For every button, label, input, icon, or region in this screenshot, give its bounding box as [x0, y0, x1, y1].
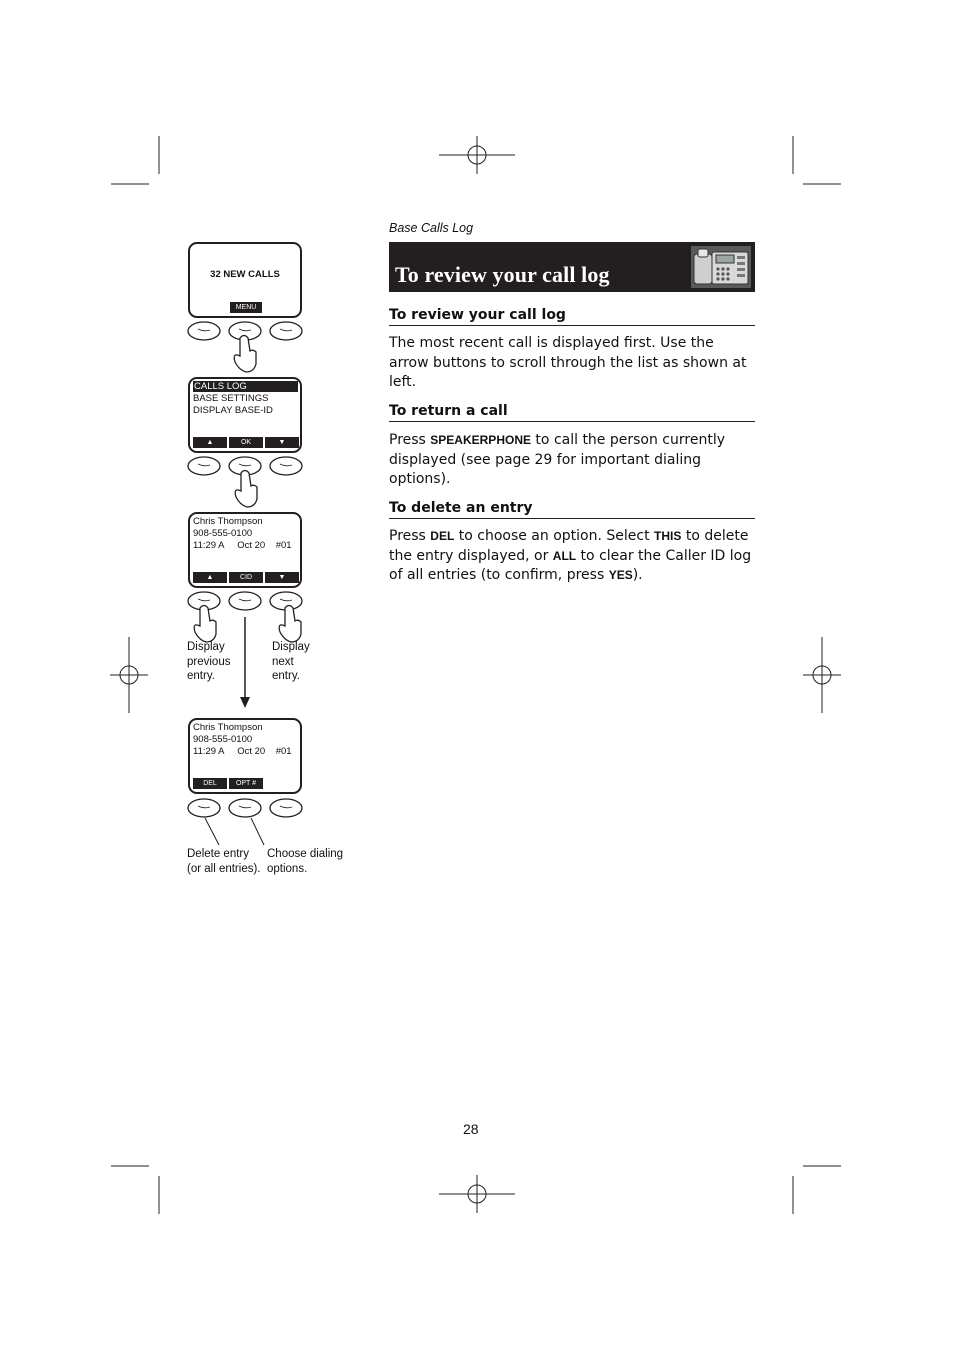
soft-button-center[interactable] [229, 592, 261, 610]
down-arrow-icon[interactable]: ▼ [265, 437, 299, 448]
caller-name: Chris Thompson [193, 722, 263, 733]
pointing-hand-icon [194, 606, 216, 643]
caller-time-date: 11:29 A Oct 20 #01 [193, 746, 292, 757]
soft-button-left[interactable] [188, 322, 220, 340]
down-arrow-icon [240, 617, 250, 708]
key-name: SPEAKERPHONE [430, 433, 531, 447]
softkey-opt[interactable]: OPT # [229, 778, 263, 789]
soft-button-right[interactable] [270, 457, 302, 475]
body-text-run: to call the person currently displayed (see page 29 for important dialing options). [389, 432, 725, 487]
caller-number: 908-555-0100 [193, 734, 253, 745]
callout-line [205, 818, 219, 845]
callout-line [251, 818, 264, 845]
body-text-run: to choose an option. Select [454, 528, 655, 544]
soft-button-center[interactable] [229, 799, 261, 817]
menu-item-base-settings[interactable]: BASE SETTINGS [193, 393, 269, 404]
menu-item-calls-log[interactable]: CALLS LOG [193, 381, 298, 392]
caller-number: 908-555-0100 [193, 528, 253, 539]
page-title: To review your call log [395, 262, 610, 287]
softkey-cid[interactable]: CID [229, 572, 263, 583]
body-text-run: to clear the Caller ID log of all entries (to confirm, press [389, 547, 752, 583]
softkey-del[interactable]: DEL [193, 778, 227, 789]
soft-button-left[interactable] [188, 457, 220, 475]
body-text-run: to delete the entry displayed, or [389, 528, 749, 564]
section-heading-return: To return a call [389, 403, 755, 422]
section-heading-delete: To delete an entry [389, 500, 755, 519]
body-text-run: Press [389, 432, 431, 448]
down-arrow-icon[interactable]: ▼ [265, 572, 299, 583]
body-text-run: The most recent call is displayed first. Use the arrow buttons to scroll through the list as shown at left. [389, 335, 747, 390]
pointing-hand-icon [235, 471, 257, 508]
key-name: ALL [552, 548, 577, 563]
section-tag: Base Calls Log [389, 221, 474, 235]
soft-button-left[interactable] [188, 799, 220, 817]
menu-item-display-base-id[interactable]: DISPLAY BASE-ID [193, 405, 273, 416]
section-heading-review: To review your call log [389, 307, 755, 326]
caption-dialing-options: Choose dialing options. [267, 848, 344, 875]
body-text-run: Press [389, 528, 431, 544]
up-arrow-icon[interactable]: ▲ [193, 437, 227, 448]
caller-name: Chris Thompson [193, 516, 263, 527]
body-text-run: ). [632, 567, 643, 583]
caption-display-next: Display next entry. [272, 641, 310, 682]
page-number: 28 [463, 1121, 479, 1137]
caption-delete-entry: Delete entry (or all entries). [187, 848, 261, 875]
key-name: THIS [654, 529, 682, 543]
softkey-ok[interactable]: OK [229, 437, 263, 448]
pointing-hand-icon [234, 336, 256, 373]
caller-time-date: 11:29 A Oct 20 #01 [193, 540, 292, 551]
key-name: DEL [430, 529, 455, 543]
caption-display-previous: Display previous entry. [187, 641, 231, 682]
soft-button-right[interactable] [270, 799, 302, 817]
softkey-menu[interactable]: MENU [230, 302, 262, 313]
key-name: YES [608, 568, 633, 582]
up-arrow-icon[interactable]: ▲ [193, 572, 227, 583]
soft-button-right[interactable] [270, 322, 302, 340]
pointing-hand-icon [279, 606, 301, 643]
new-calls-text: 32 NEW CALLS [210, 269, 280, 280]
